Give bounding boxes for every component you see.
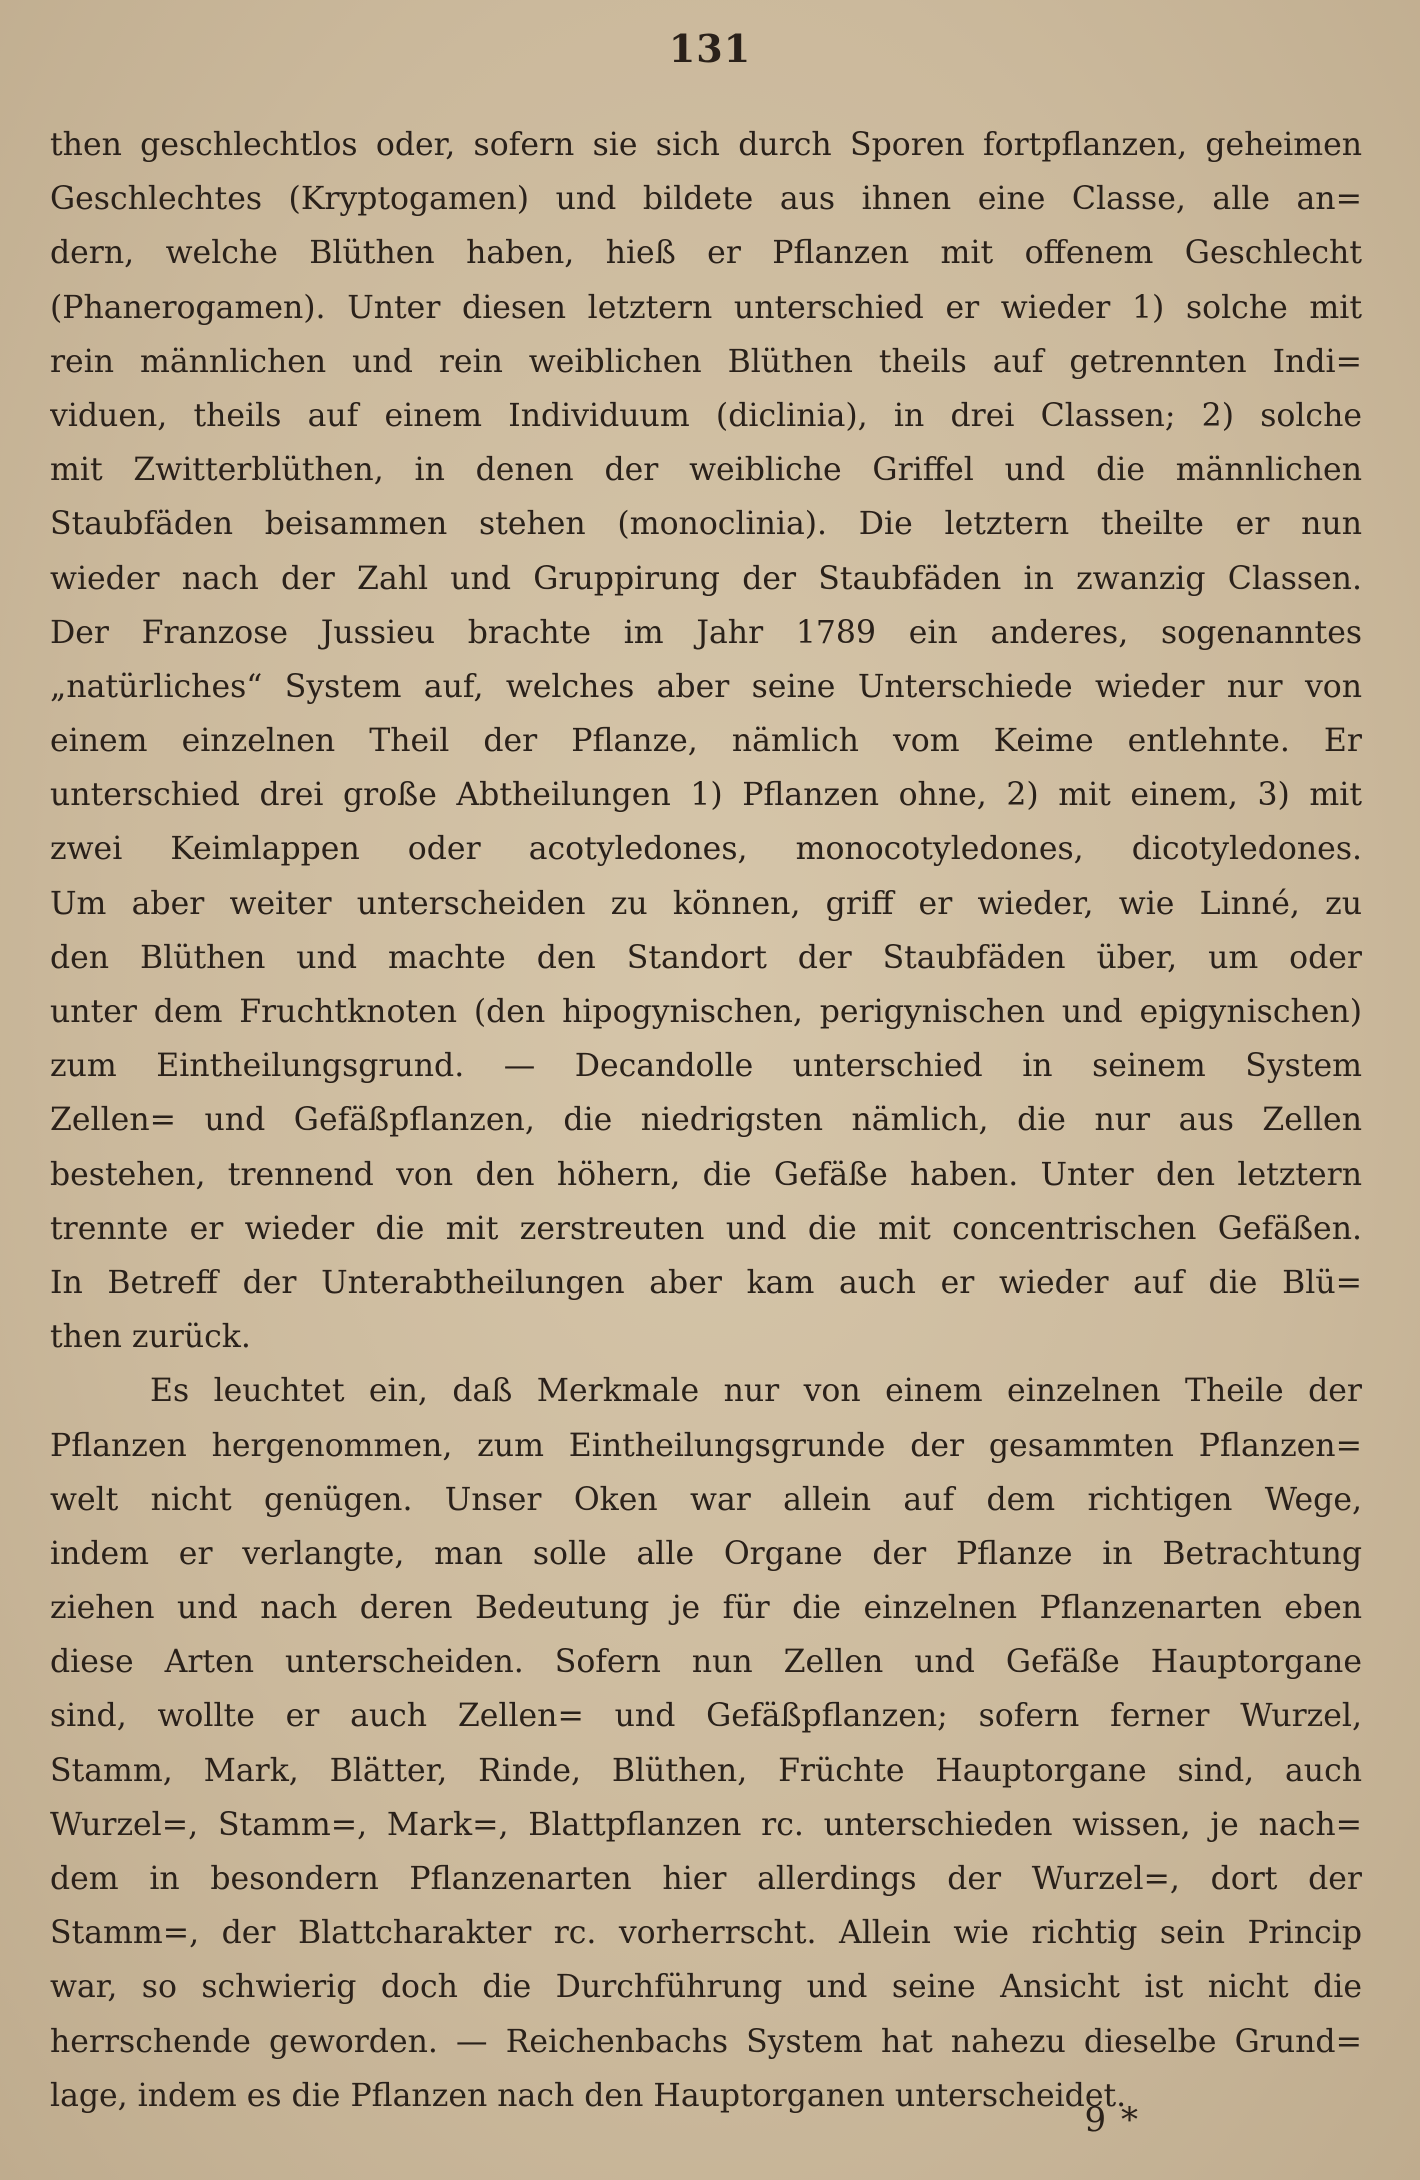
- text-line: rein männlichen und rein weiblichen Blüthen theils auf getrennten Indi=: [50, 343, 1362, 380]
- text-line: war, so schwierig doch die Durchführung und seine Ansicht ist nicht die: [50, 1969, 1362, 2006]
- text-line: dem in besondern Pflanzenarten hier allerdings der Wurzel=, dort der: [50, 1861, 1362, 1897]
- text-line: ziehen und nach deren Bedeutung je für die einzelnen Pflanzenarten eben: [50, 1590, 1362, 1627]
- text-line: trennte er wieder die mit zerstreuten und die mit concentrischen Gefäßen.: [50, 1210, 1362, 1247]
- text-line: unter dem Fruchtknoten (den hipogynischen, perigynischen und epigynischen): [50, 994, 1362, 1030]
- body-text: [50, 118, 1362, 2123]
- text-line: „natürliches“ System auf, welches aber seine Unterschiede wieder nur von: [50, 668, 1362, 705]
- text-line: Geschlechtes (Kryptogamen) und bildete aus ihnen eine Classe, alle an=: [50, 181, 1362, 218]
- text-line: diese Arten unterscheiden. Sofern nun Zellen und Gefäße Hauptorgane: [50, 1644, 1362, 1681]
- text-line: then zurück.: [50, 1319, 251, 1356]
- text-line: Pflanzen hergenommen, zum Eintheilungsgrunde der gesammten Pflanzen=: [50, 1427, 1362, 1464]
- text-line: indem er verlangte, man solle alle Organe der Pflanze in Betrachtung: [50, 1535, 1362, 1572]
- text-line: Um aber weiter unterscheiden zu können, griff er wieder, wie Linné, zu: [50, 885, 1362, 922]
- text-line: In Betreff der Unterabtheilungen aber kam auch er wieder auf die Blü=: [50, 1264, 1362, 1301]
- text-line: wieder nach der Zahl und Gruppirung der Staubfäden in zwanzig Classen.: [50, 560, 1362, 597]
- text-line: mit Zwitterblüthen, in denen der weibliche Griffel und die männlichen: [50, 452, 1362, 489]
- text-line: Zellen= und Gefäßpflanzen, die niedrigsten nämlich, die nur aus Zellen: [50, 1102, 1362, 1139]
- text-line: sind, wollte er auch Zellen= und Gefäßpflanzen; sofern ferner Wurzel,: [50, 1698, 1362, 1735]
- text-line: herrschende geworden. — Reichenbachs System hat nahezu dieselbe Grund=: [50, 2023, 1362, 2060]
- text-line: einem einzelnen Theil der Pflanze, nämlich vom Keime entlehnte. Er: [50, 723, 1362, 760]
- text-line: den Blüthen und machte den Standort der Staubfäden über, um oder: [50, 939, 1362, 976]
- text-line: Staubfäden beisammen stehen (monoclinia). Die letztern theilte er nun: [50, 506, 1362, 543]
- text-line: Stamm=, der Blattcharakter rc. vorherrscht. Allein wie richtig sein Princip: [50, 1915, 1362, 1952]
- text-line: bestehen, trennend von den höhern, die Gefäße haben. Unter den letztern: [50, 1156, 1362, 1193]
- text-line: welt nicht genügen. Unser Oken war allein auf dem richtigen Wege,: [50, 1481, 1362, 1518]
- signature-mark: 9 *: [1084, 2100, 1140, 2140]
- page-number: 131: [668, 26, 752, 71]
- text-line: unterschied drei große Abtheilungen 1) Pflanzen ohne, 2) mit einem, 3) mit: [50, 777, 1362, 814]
- text-line: then geschlechtlos oder, sofern sie sich durch Sporen fortpflanzen, geheimen: [50, 127, 1362, 163]
- text-line: lage, indem es die Pflanzen nach den Hauptorganen unterscheidet.: [50, 2077, 1127, 2114]
- text-line: Stamm, Mark, Blätter, Rinde, Blüthen, Früchte Hauptorgane sind, auch: [50, 1752, 1362, 1789]
- text-line: Es leuchtet ein, daß Merkmale nur von einem einzelnen Theile der: [150, 1373, 1362, 1410]
- text-line: viduen, theils auf einem Individuum (diclinia), in drei Classen; 2) solche: [50, 397, 1362, 434]
- text-line: zum Eintheilungsgrund. — Decandolle unterschied in seinem System: [50, 1048, 1362, 1085]
- text-line: Der Franzose Jussieu brachte im Jahr 1789 ein anderes, sogenanntes: [50, 614, 1362, 651]
- text-line: dern, welche Blüthen haben, hieß er Pflanzen mit offenem Geschlecht: [50, 235, 1362, 272]
- text-line: Wurzel=, Stamm=, Mark=, Blattpflanzen rc. unterschieden wissen, je nach=: [50, 1806, 1362, 1843]
- text-line: (Phanerogamen). Unter diesen letztern unterschied er wieder 1) solche mit: [50, 289, 1362, 326]
- text-line: zwei Keimlappen oder acotyledones, monocotyledones, dicotyledones.: [50, 831, 1362, 868]
